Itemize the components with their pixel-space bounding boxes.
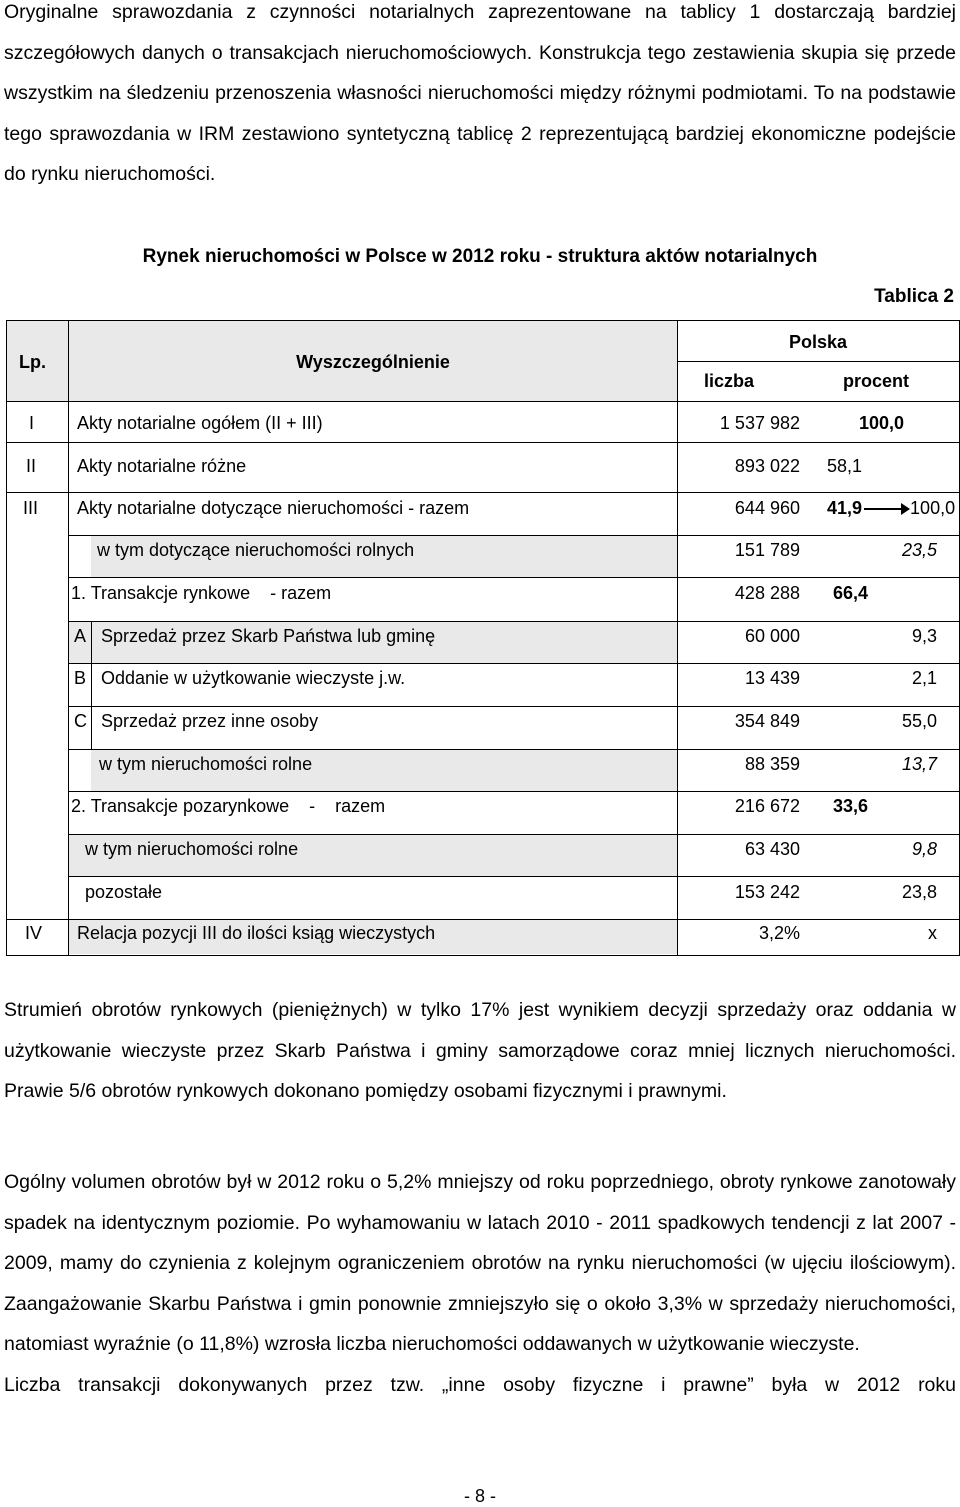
arrow-right-icon	[864, 508, 908, 510]
hline-r12	[7, 919, 959, 920]
paragraph-volume-text: Ogólny volumen obrotów był w 2012 roku o 5,2% mniejszy od roku poprzedniego, obroty rynkowe zanotowały spadek na identycznym poziomie. Po wyhamowaniu w latach 2010 - 2011 spadkowych tendencji z lat 2007 - 2009, mamy do czynienia z kolejnym ograniczeniem obrotów na rynku nieruchomości (w ujęciu ilościowym). Zaangażowanie Skarbu Państwa i gmin ponownie zmniejszyło się o około 3,3% w sprzedaży nieruchomości, natomiast wyraźnie (o 11,8%) wzrosła liczba nieruchomości oddawanych w użytkowanie wieczyste.	[4, 1171, 956, 1355]
row-pct: 55,0	[901, 711, 937, 731]
row-label: Sprzedaż przez Skarb Państwa lub gminę	[101, 626, 436, 646]
hline-r1	[7, 442, 959, 443]
hline-r11	[69, 876, 959, 877]
row-sub: C	[74, 711, 87, 731]
hline-r5	[69, 621, 959, 622]
row-count: 63 430	[744, 839, 800, 859]
row-label: w tym dotyczące nieruchomości rolnych	[97, 540, 415, 560]
row-pct: 9,3	[911, 626, 937, 646]
row-pct: 2,1	[911, 668, 937, 688]
row-lp: III	[23, 498, 39, 518]
row-label: Akty notarialne różne	[77, 456, 247, 476]
row-label: Akty notarialne ogółem (II + III)	[77, 413, 323, 433]
row-count: 153 242	[734, 882, 800, 902]
row-count: 428 288	[734, 583, 800, 603]
hline-header-split	[677, 361, 959, 362]
row-count: 644 960	[734, 498, 800, 518]
header-group: Polska	[788, 332, 848, 352]
hline-r9	[69, 791, 959, 792]
row-label: 1. Transakcje rynkowe - razem	[71, 583, 332, 603]
vline-sub	[91, 621, 92, 749]
table-number: Tablica 2	[874, 286, 954, 307]
page-number: - 8 -	[463, 1486, 496, 1506]
hline-r4	[69, 577, 959, 578]
row-count: 216 672	[734, 796, 800, 816]
row-pct: 100,0	[859, 413, 905, 433]
row-count: 354 849	[734, 711, 800, 731]
hline-r8	[69, 749, 959, 750]
row-label: pozostałe	[85, 882, 163, 902]
row-count: 88 359	[744, 754, 800, 774]
header-percent: procent	[843, 371, 910, 391]
row-count: 60 000	[744, 626, 800, 646]
paragraph-volume	[4, 1162, 956, 1405]
row-pct: x	[928, 923, 937, 943]
row-label: Relacja pozycji III do ilości ksiąg wieczystych	[77, 923, 436, 943]
row-label: Oddanie w użytkowanie wieczyste j.w.	[101, 668, 406, 688]
row-sub: B	[74, 668, 87, 688]
hline-r7	[69, 706, 959, 707]
row-label: 2. Transakcje pozarynkowe - razem	[71, 796, 386, 816]
row-sub: A	[74, 626, 87, 646]
paragraph-volume-last-line: Liczba transakcji dokonywanych przez tzw. „inne osoby fizyczne i prawne” była w 2012 roku	[4, 1373, 956, 1396]
hline-r3	[69, 535, 959, 536]
row-count: 151 789	[734, 540, 800, 560]
paragraph-market-flows: Strumień obrotów rynkowych (pieniężnych) w tylko 17% jest wynikiem decyzji sprzedaży oraz oddania w użytkowanie wieczyste przez Skarb Państwa i gminy samorządowe coraz mniej licznych nieruchomości. Prawie 5/6 obrotów rynkowych dokonano pomiędzy osobami fizycznymi i prawnymi.	[4, 999, 956, 1102]
header-desc: Wyszczególnienie	[296, 352, 450, 372]
row-label: w tym nieruchomości rolne	[85, 839, 299, 859]
row-label: Akty notarialne dotyczące nieruchomości - razem	[77, 498, 470, 518]
table-title: Rynek nieruchomości w Polsce w 2012 roku - struktura aktów notarialnych	[142, 246, 818, 267]
hline-header	[7, 401, 959, 402]
vline-lp	[68, 321, 69, 955]
row-count: 893 022	[734, 456, 800, 476]
header-count: liczba	[704, 371, 755, 391]
header-lp: Lp.	[19, 352, 46, 372]
row-count: 1 537 982	[719, 413, 800, 433]
row-count: 13 439	[744, 668, 800, 688]
row-pct-split	[827, 497, 955, 519]
hline-r6	[69, 663, 959, 664]
row-pct: 33,6	[833, 796, 869, 816]
row-pct: 9,8	[911, 839, 937, 859]
hline-r2	[7, 492, 959, 493]
row-lp: IV	[25, 923, 43, 943]
row-lp: I	[29, 413, 35, 433]
row-count: 3,2%	[758, 923, 800, 943]
notarial-acts-table	[6, 320, 960, 956]
row-pct: 23,5	[901, 540, 937, 560]
intro-paragraph: Oryginalne sprawozdania z czynności notarialnych zaprezentowane na tablicy 1 dostarczają bardziej szczegółowych danych o transakcjach nieruchomościowych. Konstrukcja tego zestawienia skupia się przede wszystkim na śledzeniu przenoszenia własności nieruchomości między różnymi podmiotami. To na podstawie tego sprawozdania w IRM zestawiono syntetyczną tablicę 2 reprezentującą bardziej ekonomiczne podejście do rynku nieruchomości.	[4, 1, 956, 185]
row-pct-base: 100,0	[910, 498, 956, 518]
row-lp: II	[26, 456, 37, 476]
row-pct: 23,8	[901, 882, 937, 902]
row-label: w tym nieruchomości rolne	[99, 754, 313, 774]
row-pct: 58,1	[827, 456, 863, 476]
hline-r10	[69, 834, 959, 835]
row-label: Sprzedaż przez inne osoby	[101, 711, 319, 731]
row-pct: 13,7	[901, 754, 937, 774]
row-pct: 41,9	[827, 498, 863, 518]
row-pct: 66,4	[833, 583, 869, 603]
